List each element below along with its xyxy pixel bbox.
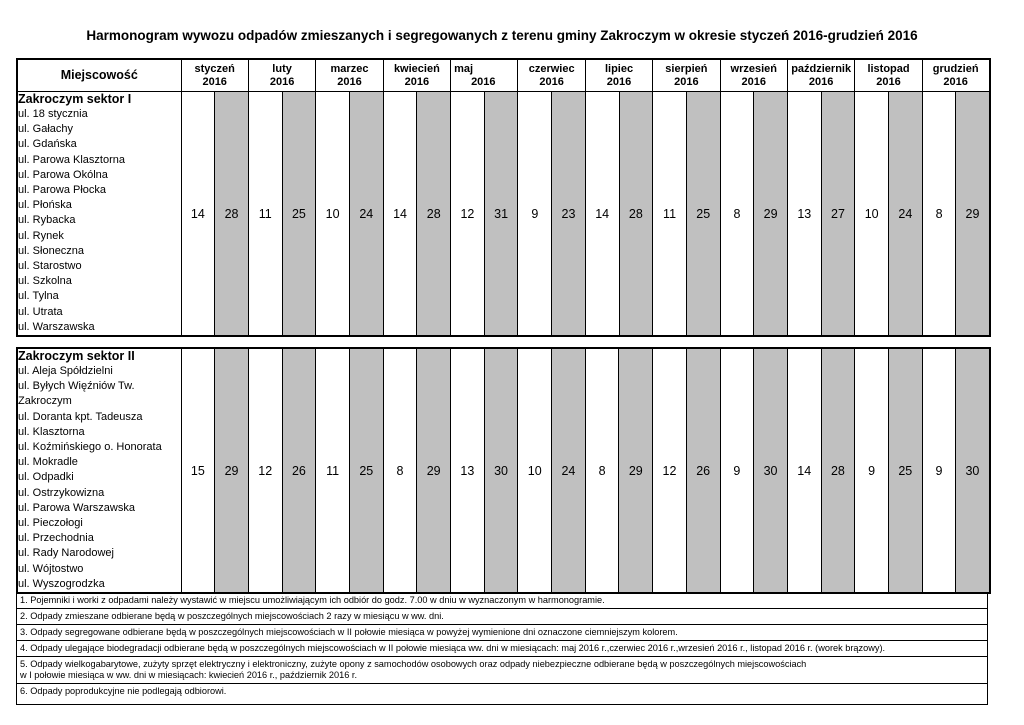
pickup-day-segregated: 26 [282, 348, 316, 593]
pickup-day-segregated: 25 [686, 92, 720, 337]
street: ul. Klasztorna [18, 425, 85, 438]
street: ul. Tylna [18, 290, 59, 303]
note: 3. Odpady segregowane odbierane będą w poszczególnych miejscowościach w II połowie miesiąca w powyżej wymienione dni oznaczone ciemniejszym kolorem. [17, 625, 987, 641]
pickup-day-segregated: 28 [619, 92, 653, 337]
street: ul. Mokradle [18, 456, 78, 469]
pickup-day: 11 [653, 92, 687, 337]
pickup-day-segregated: 23 [552, 92, 586, 337]
schedule-table-sector-1 [16, 58, 991, 337]
street-list [17, 92, 181, 337]
pickup-day: 13 [787, 92, 821, 337]
note: 4. Odpady ulegające biodegradacji odbierane będą w poszczególnych miejscowościach w II połowie miesiąca ww. dni w miesiącach: maj 2016 r.,czerwiec 2016 r.,wrzesień 2016 r., listopad 2016 r. (worek brązowy). [17, 641, 987, 657]
pickup-day: 12 [248, 348, 282, 593]
pickup-day: 9 [922, 348, 956, 593]
street: ul. Pieczołogi [18, 517, 83, 530]
month-header: wrzesień 2016 [720, 59, 787, 92]
street: ul. Płońska [18, 199, 72, 212]
sector-row [17, 92, 990, 337]
street: ul. Ostrzykowizna [18, 486, 105, 499]
street-list [17, 348, 181, 593]
pickup-day: 8 [383, 348, 417, 593]
month-header: maj2016 [451, 59, 518, 92]
pickup-day-segregated: 29 [619, 348, 653, 593]
pickup-day: 12 [451, 92, 485, 337]
pickup-day: 9 [518, 92, 552, 337]
month-header: czerwiec 2016 [518, 59, 585, 92]
sector-name: Zakroczym sektor II [18, 349, 135, 363]
note: 2. Odpady zmieszane odbierane będą w poszczególnych miejscowościach 2 razy w miesiącu w ww. dni. [17, 609, 987, 625]
street: ul. Byłych Więźniów Tw. [18, 380, 135, 393]
note: 6. Odpady poprodukcyjne nie podlegają odbiorowi. [20, 686, 227, 696]
pickup-day-segregated: 24 [349, 92, 383, 337]
header-row [17, 59, 990, 92]
street: ul. Starostwo [18, 260, 82, 273]
pickup-day: 14 [181, 92, 215, 337]
pickup-day: 9 [720, 348, 754, 593]
pickup-day-segregated: 26 [686, 348, 720, 593]
street: Zakroczym [18, 395, 72, 408]
pickup-day-segregated: 29 [956, 92, 990, 337]
street: ul. Parowa Okólna [18, 168, 108, 181]
month-header: październik 2016 [787, 59, 854, 92]
pickup-day: 8 [585, 348, 619, 593]
month-header: marzec 2016 [316, 59, 383, 92]
pickup-day-segregated: 29 [215, 348, 249, 593]
street: ul. Warszawska [18, 320, 95, 333]
street: ul. Rady Narodowej [18, 547, 114, 560]
street: ul. Wójtostwo [18, 562, 84, 575]
pickup-day: 12 [653, 348, 687, 593]
pickup-day: 11 [316, 348, 350, 593]
pickup-day-segregated: 30 [754, 348, 788, 593]
pickup-day: 10 [518, 348, 552, 593]
pickup-day-segregated: 30 [956, 348, 990, 593]
note: w I połowie miesiąca w ww. dni w miesiącach: kwiecień 2016 r., październik 2016 r. [17, 670, 987, 684]
month-header: sierpień 2016 [653, 59, 720, 92]
pickup-day-segregated: 28 [215, 92, 249, 337]
sector-row [17, 348, 990, 593]
month-header: grudzień 2016 [922, 59, 989, 92]
street: ul. Rybacka [18, 214, 76, 227]
pickup-day-segregated: 24 [889, 92, 923, 337]
pickup-day: 10 [855, 92, 889, 337]
page-title: Harmonogram wywozu odpadów zmieszanych i segregowanych z terenu gminy Zakroczym w okresie styczeń 2016-grudzień 2016 [86, 28, 918, 43]
month-header: listopad 2016 [855, 59, 922, 92]
street: ul. Odpadki [18, 471, 74, 484]
street: ul. Rynek [18, 229, 64, 242]
pickup-day-segregated: 25 [349, 348, 383, 593]
note: 1. Pojemniki i worki z odpadami należy wystawić w miejscu umożliwiającym ich odbiór do godz. 7.00 w dniu w wyznaczonym w harmonogramie. [17, 593, 987, 609]
street: ul. Słoneczna [18, 244, 85, 257]
pickup-day-segregated: 28 [821, 348, 855, 593]
pickup-day: 14 [383, 92, 417, 337]
pickup-day-segregated: 27 [821, 92, 855, 337]
pickup-day: 8 [720, 92, 754, 337]
street: ul. Przechodnia [18, 532, 94, 545]
pickup-day-segregated: 25 [282, 92, 316, 337]
street: ul. Gdańska [18, 138, 77, 151]
street: ul. Gałachy [18, 123, 74, 136]
pickup-day-segregated: 30 [484, 348, 518, 593]
pickup-day-segregated: 28 [417, 92, 451, 337]
street: ul. Szkolna [18, 275, 72, 288]
pickup-day-segregated: 24 [552, 348, 586, 593]
pickup-day-segregated: 29 [754, 92, 788, 337]
street: ul. Doranta kpt. Tadeusza [18, 410, 143, 423]
pickup-day: 15 [181, 348, 215, 593]
pickup-day-segregated: 31 [484, 92, 518, 337]
pickup-day: 14 [787, 348, 821, 593]
street: ul. Parowa Płocka [18, 184, 107, 197]
sector-name: Zakroczym sektor I [18, 92, 132, 106]
street: ul. Parowa Klasztorna [18, 153, 125, 166]
month-header: lipiec 2016 [585, 59, 652, 92]
street: ul. Aleja Spółdzielni [18, 365, 113, 377]
pickup-day: 11 [248, 92, 282, 337]
street: ul. Wyszogrodzka [18, 577, 105, 590]
month-header: luty 2016 [248, 59, 315, 92]
place-column-header: Miejscowość [17, 59, 181, 92]
note: 5. Odpady wielkogabarytowe, zużyty sprzęt elektryczny i elektroniczny, zużyte opony z samochodów osobowych oraz odpady niebezpieczne odbierane będą w poszczególnych miejscowościach [20, 659, 807, 669]
notes-box [16, 592, 988, 705]
pickup-day: 14 [585, 92, 619, 337]
month-header: kwiecień 2016 [383, 59, 450, 92]
month-header: styczeń 2016 [181, 59, 248, 92]
street: ul. Utrata [18, 305, 63, 318]
street: ul. Koźmińskiego o. Honorata [18, 441, 162, 454]
pickup-day: 8 [922, 92, 956, 337]
pickup-day: 9 [855, 348, 889, 593]
street: ul. Parowa Warszawska [18, 501, 135, 514]
pickup-day-segregated: 25 [888, 348, 922, 593]
street: ul. 18 stycznia [18, 108, 88, 120]
pickup-day: 10 [316, 92, 350, 337]
pickup-day-segregated: 29 [417, 348, 451, 593]
pickup-day: 13 [451, 348, 485, 593]
schedule-table-sector-2 [16, 347, 991, 594]
